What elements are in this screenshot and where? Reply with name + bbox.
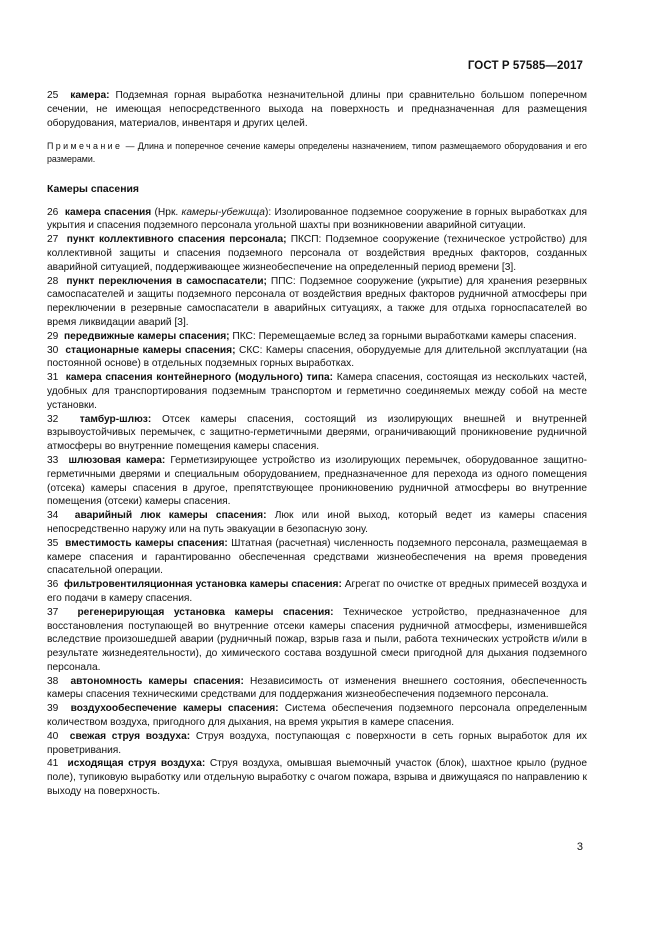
term-entry-37 xyxy=(47,606,587,675)
term-name: фильтровентиляционная установка камеры спасения: xyxy=(64,579,342,591)
term-definition: Струя воздуха, поступающая с поверхности в сеть горных выработок для их проветривания. xyxy=(47,730,587,756)
term-entry-40 xyxy=(47,730,587,758)
term-entry-36 xyxy=(47,578,587,606)
term-prefix: (Нрк. xyxy=(151,206,182,218)
note-text: — Длина и поперечное сечение камеры определены назначением, типом размещаемого оборудования и его размерами. xyxy=(47,141,587,164)
term-entry-39 xyxy=(47,702,587,730)
term-definition: Система обеспечения подземного персонала определенным количеством воздуха, пригодного для дыхания, на время укрытия в камере спасения. xyxy=(47,703,587,729)
term-definition: Штатная (расчетная) численность подземного персонала, размещаемая в камере спасения и гарантированно обеспеченная средствами жизнеобеспечения на время проведения спасательной операции. xyxy=(47,537,587,577)
term-definition: Техническое устройство, предназначенное для восстановления поступающей во внутренние отсеки камеры спасения рудничной атмосферы, изменившейся вследствие произошедшей аварии (рудничный пожар, взрыв газа и пыли, работа технических устройств и/или в результате жизнедеятельности), до химического состава воздушной смеси пригодной для дыхания подземного персонала. xyxy=(47,606,587,673)
term-number: 38 xyxy=(47,675,59,687)
term-entry-29 xyxy=(47,330,587,344)
term-name: камера спасения контейнерного (модульного) типа: xyxy=(65,372,334,384)
term-name: исходящая струя воздуха: xyxy=(67,758,206,770)
term-definition: Агрегат по очистке от вредных примесей воздуха и его подачи в камеру спасения. xyxy=(47,579,587,604)
term-definition: СКС: Камеры спасения, оборудуемые для длительной эксплуатации (на постоянной основе) в отдельных подземных горных выработках. xyxy=(47,344,587,370)
term-name: регенерирующая установка камеры спасения: xyxy=(77,606,334,618)
term-definition: ПКС: Перемещаемые вслед за горными выработками камеры спасения. xyxy=(229,330,577,342)
note-label: Примечание xyxy=(47,141,123,152)
term-number: 35 xyxy=(47,537,59,549)
term-entry-26 xyxy=(47,206,587,234)
standard-number: ГОСТ Р 57585—2017 xyxy=(467,60,583,72)
term-number: 37 xyxy=(47,606,59,618)
term-number: 40 xyxy=(47,730,59,742)
term-entry-32 xyxy=(47,413,587,454)
term-entry-28 xyxy=(47,275,587,330)
term-definition: Герметизирующее устройство из изолирующих перемычек, оборудованное защитно-герметичными дверями и специальным оборудованием, предназначенное для перехода из одного помещения (отсека) камеры спасения в другое, препятствующее проникновению рудничной атмосферы во внутренние помещения (отсеки) камеры спасения. xyxy=(47,454,587,508)
term-name: воздухообеспечение камеры спасения: xyxy=(70,703,279,715)
term-definition: Независимость от изменения внешнего состояния, обеспеченность камеры спасения техническими средствами для поддержания жизнеобеспечения подземного персонала. xyxy=(47,675,587,701)
term-deprecated: камеры-убежища xyxy=(181,206,265,218)
term-number: 34 xyxy=(47,510,59,522)
section-title: Камеры спасения xyxy=(47,183,139,195)
term-number: 33 xyxy=(47,454,59,466)
term-entry-25 xyxy=(47,89,587,130)
term-name: камера спасения xyxy=(64,206,152,218)
term-number: 27 xyxy=(47,234,59,246)
term-definition: Камера спасения, состоящая из нескольких частей, удобных для транспортирования подземным транспортом и герметично соединяемых между собой на месте установки. xyxy=(47,372,587,411)
term-name: аварийный люк камеры спасения: xyxy=(74,510,267,522)
term-entry-27 xyxy=(47,233,587,274)
term-entry-34 xyxy=(47,509,587,537)
document-body xyxy=(47,89,587,799)
term-name: вместимость камеры спасения: xyxy=(65,537,228,549)
term-number: 41 xyxy=(47,758,59,770)
term-entry-31 xyxy=(47,371,587,412)
term-definition: Струя воздуха, омывшая выемочный участок (блок), шахтное крыло (рудное поле), тупиковую выработку или отдельную выработку с очагом пожара, взрыва и движущаяся по направлению к выходу на поверхность. xyxy=(47,758,587,798)
term-entry-41 xyxy=(47,757,587,798)
term-number: 36 xyxy=(47,579,59,591)
term-name: тамбур-шлюз: xyxy=(79,413,152,425)
term-entry-33 xyxy=(47,454,587,509)
term-name: передвижные камеры спасения; xyxy=(64,330,230,342)
term-definition: Отсек камеры спасения, состоящий из изолирующих внешней и внутренней взрывоустойчивых перемычек, с защитно-герметичными дверями, ограничивающий проникновение рудничной атмосферы во внутренние помещения камеры спасения. xyxy=(47,413,587,453)
term-definition: Люк или иной выход, который ведет из камеры спасения непосредственно наружу или на путь эвакуации в безопасную зону. xyxy=(47,510,587,535)
term-definition: Подземная горная выработка незначительной длины при сравнительно большом поперечном сечении, не имеющая непосредственного выхода на поверхность и предназначенная для размещения оборудования, материалов, инвентаря и других целей. xyxy=(47,90,587,129)
term-number: 29 xyxy=(47,330,59,342)
note xyxy=(47,140,587,164)
term-number: 32 xyxy=(47,413,59,425)
term-definition: ППС: Подземное сооружение (укрытие) для хранения резервных самоспасателей и защиты подземного персонала от воздействия вредных факторов рудничной атмосферы при переключении в резервные самоспасатели в аварийных ситуациях, а также для отдыха горноспасателей во время ликвидации аварий [3]. xyxy=(47,275,587,328)
term-name: автономность камеры спасения: xyxy=(70,675,244,687)
term-name: шлюзовая камера: xyxy=(68,454,166,466)
term-name: стационарные камеры спасения; xyxy=(65,344,236,356)
term-number: 30 xyxy=(47,344,59,356)
term-name: свежая струя воздуха: xyxy=(69,730,191,742)
term-entry-35 xyxy=(47,537,587,578)
term-definition: ): Изолированное подземное сооружение в горных выработках для укрытия и спасения подземного персонала угольной шахты при возникновении аварийной ситуации. xyxy=(47,206,587,232)
term-entry-30 xyxy=(47,344,587,372)
term-number: 28 xyxy=(47,275,59,287)
term-name: пункт коллективного спасения персонала; xyxy=(66,234,287,246)
term-definition: ПКСП: Подземное сооружение (техническое устройство) для коллективной защиты и спасения подземного персонала от воздействия вредных факторов, созданных аварийной ситуацией, поддерживающее жизнеобеспечение на определенный период времени [3]. xyxy=(47,234,587,273)
term-entry-38 xyxy=(47,675,587,703)
term-name: пункт переключения в самоспасатели; xyxy=(66,275,267,287)
page-number: 3 xyxy=(576,841,583,853)
term-number: 39 xyxy=(47,703,59,715)
term-number: 25 xyxy=(47,90,59,101)
term-name: камера: xyxy=(70,90,110,101)
term-number: 31 xyxy=(47,372,59,384)
term-number: 26 xyxy=(47,206,59,218)
